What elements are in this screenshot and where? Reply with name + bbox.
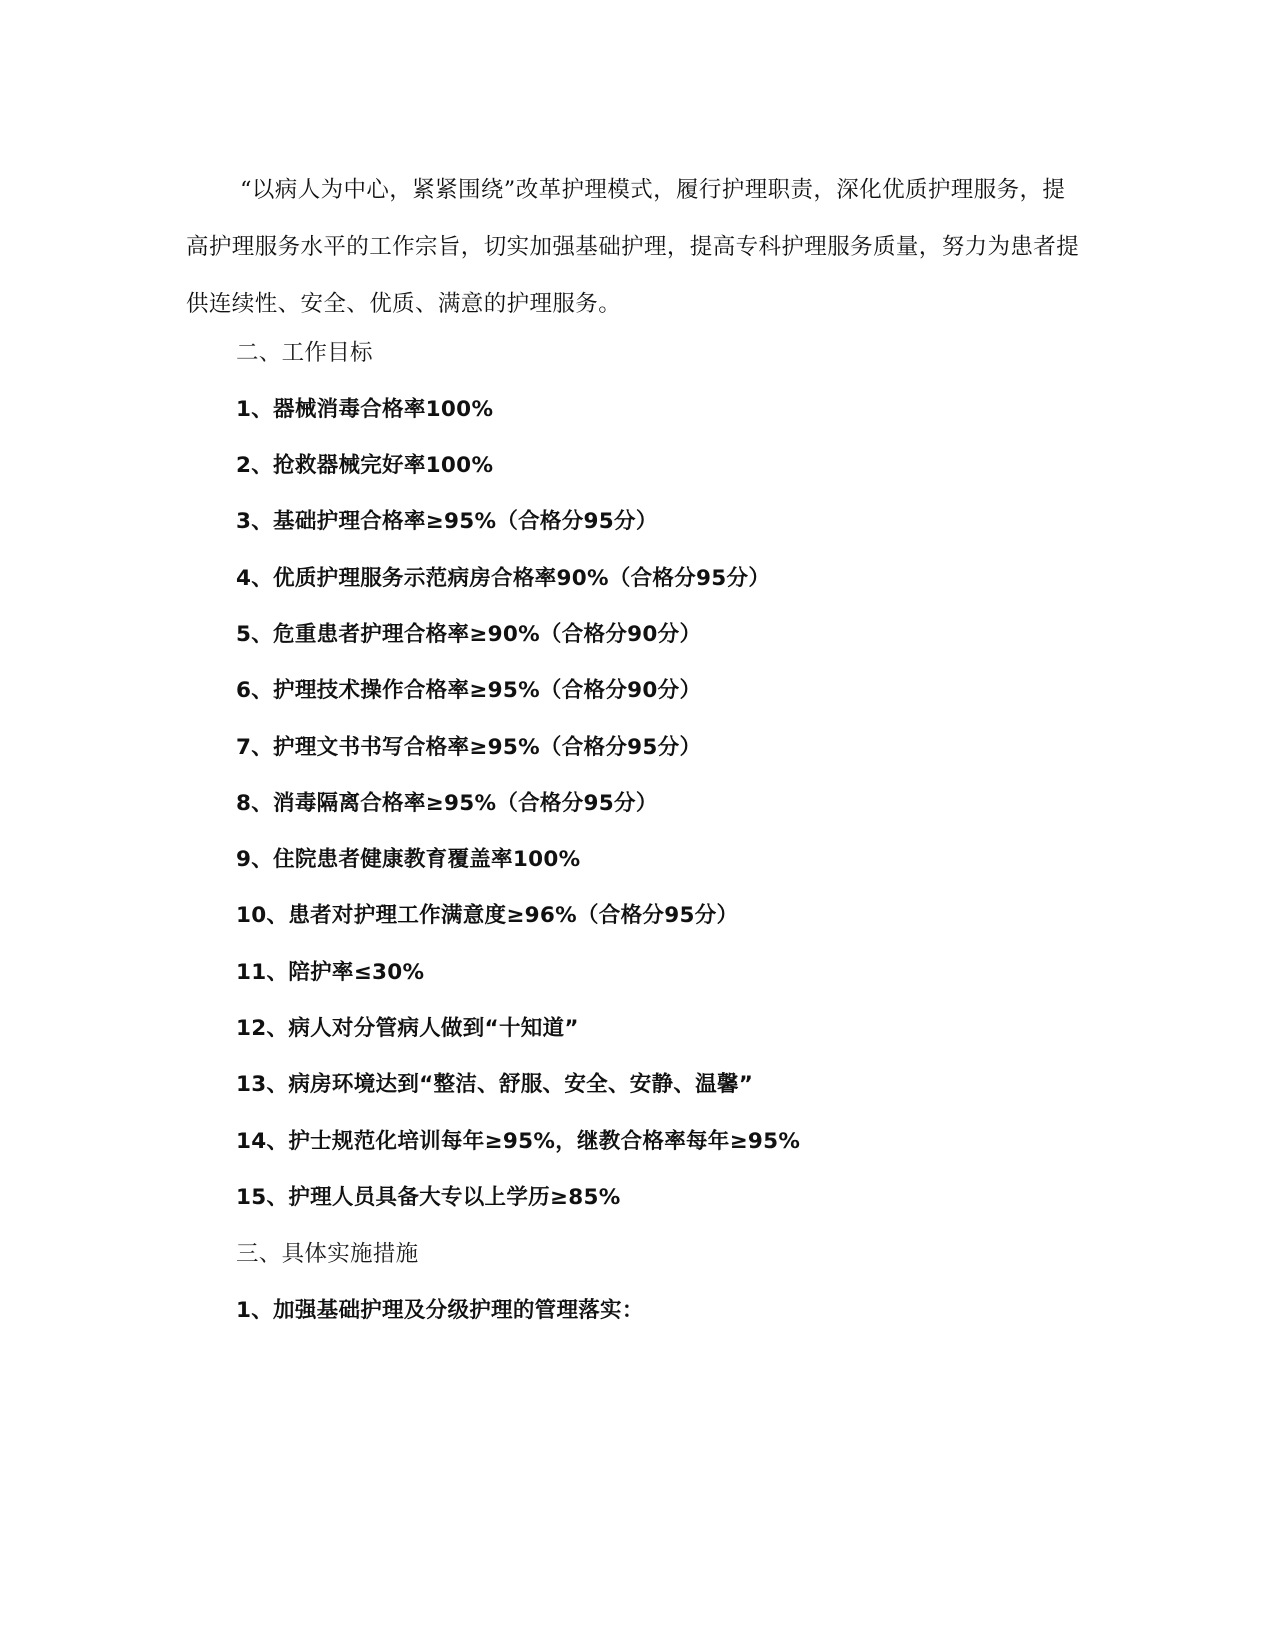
section-heading-work-goals: 二、工作目标 <box>236 340 373 366</box>
goal-item-9: 9、住院患者健康教育覆盖率100% <box>236 847 581 872</box>
goal-item-15: 15、护理人员具备大专以上学历≥85% <box>236 1185 621 1210</box>
goal-item-8: 8、消毒隔离合格率≥95%（合格分95分） <box>236 791 658 816</box>
goal-item-3: 3、基础护理合格率≥95%（合格分95分） <box>236 509 658 534</box>
goal-item-6: 6、护理技术操作合格率≥95%（合格分90分） <box>236 678 702 703</box>
goal-item-2: 2、抢救器械完好率100% <box>236 453 494 478</box>
goal-item-14: 14、护士规范化培训每年≥95%，继教合格率每年≥95% <box>236 1129 801 1154</box>
goal-item-10: 10、患者对护理工作满意度≥96%（合格分95分） <box>236 903 739 928</box>
goal-item-13: 13、病房环境达到“整洁、舒服、安全、安静、温馨” <box>236 1072 754 1097</box>
goal-item-1: 1、器械消毒合格率100% <box>236 397 494 422</box>
section-heading-implementation-measures: 三、具体实施措施 <box>236 1241 419 1267</box>
goal-item-12: 12、病人对分管病人做到“十知道” <box>236 1016 579 1041</box>
goal-item-4: 4、优质护理服务示范病房合格率90%（合格分95分） <box>236 566 771 591</box>
measure-item-1: 1、加强基础护理及分级护理的管理落实： <box>236 1298 644 1323</box>
intro-paragraph: “以病人为中心，紧紧围绕”改革护理模式，履行护理职责，深化优质护理服务，提高护理服务水平的工作宗旨，切实加强基础护理，提高专科护理服务质量，努力为患者提供连续性、安全、优质、满意的护理服务。 <box>186 177 1080 317</box>
goal-item-5: 5、危重患者护理合格率≥90%（合格分90分） <box>236 622 702 647</box>
goal-item-7: 7、护理文书书写合格率≥95%（合格分95分） <box>236 735 702 760</box>
goal-item-11: 11、陪护率≤30% <box>236 960 425 985</box>
